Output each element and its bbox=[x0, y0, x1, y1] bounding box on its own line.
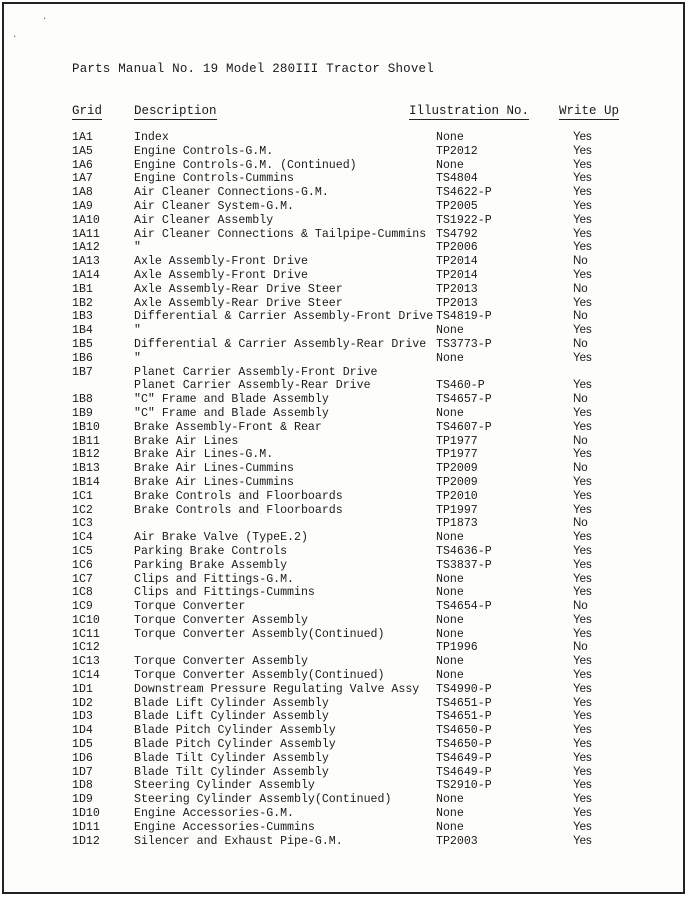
illustration-cell: TP2003 bbox=[436, 834, 478, 848]
write-up-cell: Yes bbox=[573, 807, 592, 820]
grid-cell: 1B14 bbox=[72, 475, 100, 489]
write-up-cell: Yes bbox=[573, 751, 592, 764]
illustration-cell: TP1873 bbox=[436, 517, 478, 531]
illustration-cell: None bbox=[436, 807, 464, 821]
table-row bbox=[4, 421, 685, 435]
table-row bbox=[4, 835, 685, 849]
grid-cell: 1D2 bbox=[72, 696, 93, 710]
table-row bbox=[4, 531, 685, 545]
write-up-cell: Yes bbox=[573, 724, 592, 737]
table-row bbox=[4, 545, 685, 559]
grid-cell: 1B4 bbox=[72, 324, 93, 338]
write-up-cell: Yes bbox=[573, 627, 592, 640]
illustration-cell: TS2910-P bbox=[436, 779, 492, 793]
description-cell: Steering Cylinder Assembly(Continued) bbox=[134, 793, 392, 807]
table-row bbox=[4, 214, 685, 228]
grid-cell: 1A10 bbox=[72, 213, 100, 227]
write-up-cell: Yes bbox=[573, 489, 592, 502]
write-up-cell: Yes bbox=[573, 406, 592, 419]
write-up-cell: No bbox=[573, 282, 588, 295]
illustration-cell: TP1996 bbox=[436, 641, 478, 655]
write-up-cell: No bbox=[573, 337, 588, 350]
grid-cell: 1B12 bbox=[72, 448, 100, 462]
write-up-cell: Yes bbox=[573, 820, 592, 833]
write-up-cell: Yes bbox=[573, 324, 592, 337]
write-up-cell: No bbox=[573, 393, 588, 406]
grid-cell: 1B6 bbox=[72, 351, 93, 365]
table-row bbox=[4, 641, 685, 655]
table-row bbox=[4, 186, 685, 200]
description-cell: Parking Brake Controls bbox=[134, 544, 288, 558]
grid-cell: 1B10 bbox=[72, 420, 100, 434]
illustration-cell: TS4636-P bbox=[436, 544, 492, 558]
write-up-cell: Yes bbox=[573, 696, 592, 709]
illustration-cell: TP2014 bbox=[436, 255, 478, 269]
table-row bbox=[4, 476, 685, 490]
description-cell: Blade Pitch Cylinder Assembly bbox=[134, 738, 336, 752]
grid-cell: 1A6 bbox=[72, 158, 93, 172]
write-up-cell: Yes bbox=[573, 241, 592, 254]
grid-cell: 1B13 bbox=[72, 462, 100, 476]
table-row bbox=[4, 283, 685, 297]
grid-cell: 1D11 bbox=[72, 820, 100, 834]
grid-cell: 1A8 bbox=[72, 186, 93, 200]
description-cell: Blade Tilt Cylinder Assembly bbox=[134, 751, 329, 765]
illustration-cell: TS4650-P bbox=[436, 724, 492, 738]
table-row bbox=[4, 172, 685, 186]
illustration-cell: TS4649-P bbox=[436, 751, 492, 765]
write-up-cell: Yes bbox=[573, 144, 592, 157]
description-cell: Differential & Carrier Assembly-Front Drive bbox=[134, 310, 434, 324]
illustration-cell: None bbox=[436, 793, 464, 807]
illustration-cell: None bbox=[436, 406, 464, 420]
description-cell: Blade Tilt Cylinder Assembly bbox=[134, 765, 329, 779]
write-up-cell: No bbox=[573, 641, 588, 654]
write-up-cell: Yes bbox=[573, 199, 592, 212]
grid-cell: 1A14 bbox=[72, 268, 100, 282]
illustration-cell: TS4990-P bbox=[436, 682, 492, 696]
illustration-cell: TS4657-P bbox=[436, 393, 492, 407]
description-cell: "C" Frame and Blade Assembly bbox=[134, 393, 329, 407]
table-row bbox=[4, 352, 685, 366]
write-up-cell: Yes bbox=[573, 448, 592, 461]
illustration-cell: TS4804 bbox=[436, 172, 478, 186]
write-up-cell: Yes bbox=[573, 655, 592, 668]
write-up-cell: Yes bbox=[573, 379, 592, 392]
table-row bbox=[4, 752, 685, 766]
write-up-cell: No bbox=[573, 310, 588, 323]
illustration-cell: None bbox=[436, 531, 464, 545]
grid-cell: 1D5 bbox=[72, 738, 93, 752]
grid-cell: 1A7 bbox=[72, 172, 93, 186]
grid-cell: 1A12 bbox=[72, 241, 100, 255]
table-row bbox=[4, 766, 685, 780]
table-row bbox=[4, 655, 685, 669]
write-up-cell: Yes bbox=[573, 710, 592, 723]
illustration-cell: TS1922-P bbox=[436, 213, 492, 227]
grid-cell: 1A13 bbox=[72, 255, 100, 269]
table-row bbox=[4, 228, 685, 242]
write-up-cell: Yes bbox=[573, 351, 592, 364]
description-cell: Torque Converter Assembly(Continued) bbox=[134, 627, 385, 641]
header-grid: Grid bbox=[72, 104, 103, 118]
grid-cell: 1B5 bbox=[72, 337, 93, 351]
write-up-cell: No bbox=[573, 434, 588, 447]
table-row bbox=[4, 490, 685, 504]
table-row bbox=[4, 338, 685, 352]
write-up-cell: Yes bbox=[573, 158, 592, 171]
description-cell: Engine Controls-Cummins bbox=[134, 172, 295, 186]
grid-cell: 1D8 bbox=[72, 779, 93, 793]
illustration-cell: None bbox=[436, 613, 464, 627]
write-up-cell: No bbox=[573, 600, 588, 613]
grid-cell: 1C4 bbox=[72, 531, 93, 545]
grid-cell: 1B1 bbox=[72, 282, 93, 296]
illustration-cell: TS4819-P bbox=[436, 310, 492, 324]
grid-cell: 1B3 bbox=[72, 310, 93, 324]
description-cell: Axle Assembly-Front Drive bbox=[134, 268, 308, 282]
write-up-cell: Yes bbox=[573, 172, 592, 185]
illustration-cell: None bbox=[436, 158, 464, 172]
description-cell: Silencer and Exhaust Pipe-G.M. bbox=[134, 834, 343, 848]
description-cell: Air Cleaner Connections & Tailpipe-Cummins bbox=[134, 227, 427, 241]
description-cell: Brake Air Lines-Cummins bbox=[134, 462, 295, 476]
header-illustration: Illustration No. bbox=[409, 104, 530, 118]
grid-cell: 1C6 bbox=[72, 558, 93, 572]
table-row bbox=[4, 448, 685, 462]
description-cell: Axle Assembly-Front Drive bbox=[134, 255, 308, 269]
table-row bbox=[4, 779, 685, 793]
grid-cell: 1D12 bbox=[72, 834, 100, 848]
illustration-cell: TP2009 bbox=[436, 462, 478, 476]
illustration-cell: TP2013 bbox=[436, 282, 478, 296]
description-cell: Brake Assembly-Front & Rear bbox=[134, 420, 322, 434]
table-row bbox=[4, 600, 685, 614]
grid-cell: 1B11 bbox=[72, 434, 100, 448]
description-cell: Axle Assembly-Rear Drive Steer bbox=[134, 282, 343, 296]
table-row bbox=[4, 145, 685, 159]
table-row bbox=[4, 669, 685, 683]
write-up-cell: Yes bbox=[573, 227, 592, 240]
grid-cell: 1D3 bbox=[72, 710, 93, 724]
grid-cell: 1D1 bbox=[72, 682, 93, 696]
table-row bbox=[4, 614, 685, 628]
description-cell: Brake Air Lines-G.M. bbox=[134, 448, 274, 462]
description-cell: " bbox=[134, 241, 141, 255]
grid-cell: 1B8 bbox=[72, 393, 93, 407]
write-up-cell: Yes bbox=[573, 613, 592, 626]
grid-cell: 1A1 bbox=[72, 131, 93, 144]
table-row bbox=[4, 131, 685, 145]
grid-cell: 1A5 bbox=[72, 144, 93, 158]
illustration-cell: TP2010 bbox=[436, 489, 478, 503]
description-cell: Air Brake Valve (TypeE.2) bbox=[134, 531, 308, 545]
illustration-cell: TP2006 bbox=[436, 241, 478, 255]
grid-cell: 1C13 bbox=[72, 655, 100, 669]
description-cell: Brake Controls and Floorboards bbox=[134, 489, 343, 503]
document-page bbox=[2, 2, 685, 894]
illustration-cell: TP2014 bbox=[436, 268, 478, 282]
scan-speck: · bbox=[12, 32, 18, 42]
description-cell: Engine Accessories-G.M. bbox=[134, 807, 295, 821]
grid-cell: 1C7 bbox=[72, 572, 93, 586]
description-cell: Torque Converter Assembly bbox=[134, 613, 308, 627]
write-up-cell: Yes bbox=[573, 834, 592, 847]
write-up-cell: Yes bbox=[573, 682, 592, 695]
write-up-cell: Yes bbox=[573, 738, 592, 751]
table-row bbox=[4, 324, 685, 338]
illustration-cell: None bbox=[436, 655, 464, 669]
write-up-cell: Yes bbox=[573, 765, 592, 778]
description-cell: Planet Carrier Assembly-Front Drive bbox=[134, 365, 378, 379]
table-row bbox=[4, 517, 685, 531]
illustration-cell: TS4651-P bbox=[436, 710, 492, 724]
description-cell: Parking Brake Assembly bbox=[134, 558, 288, 572]
description-cell: Blade Lift Cylinder Assembly bbox=[134, 696, 329, 710]
table-row bbox=[4, 393, 685, 407]
table-row bbox=[4, 310, 685, 324]
illustration-cell: None bbox=[436, 351, 464, 365]
write-up-cell: Yes bbox=[573, 186, 592, 199]
description-cell: Planet Carrier Assembly-Rear Drive bbox=[134, 379, 371, 393]
table-row bbox=[4, 559, 685, 573]
illustration-cell: TS4654-P bbox=[436, 600, 492, 614]
description-cell: "C" Frame and Blade Assembly bbox=[134, 406, 329, 420]
illustration-cell: TS3837-P bbox=[436, 558, 492, 572]
write-up-cell: Yes bbox=[573, 793, 592, 806]
grid-cell: 1C9 bbox=[72, 600, 93, 614]
table-row bbox=[4, 269, 685, 283]
document-title: Parts Manual No. 19 Model 280III Tractor Shovel bbox=[72, 62, 434, 76]
write-up-cell: Yes bbox=[573, 558, 592, 571]
write-up-cell: Yes bbox=[573, 779, 592, 792]
illustration-cell: None bbox=[436, 572, 464, 586]
write-up-cell: Yes bbox=[573, 296, 592, 309]
grid-cell: 1C2 bbox=[72, 503, 93, 517]
description-cell: Torque Converter bbox=[134, 600, 246, 614]
grid-cell: 1B9 bbox=[72, 406, 93, 420]
grid-cell: 1C11 bbox=[72, 627, 100, 641]
table-row bbox=[4, 255, 685, 269]
description-cell: Air Cleaner Assembly bbox=[134, 213, 274, 227]
description-cell: Downstream Pressure Regulating Valve Assy bbox=[134, 682, 420, 696]
description-cell: Clips and Fittings-G.M. bbox=[134, 572, 295, 586]
write-up-cell: Yes bbox=[573, 503, 592, 516]
table-row bbox=[4, 200, 685, 214]
grid-cell: 1D6 bbox=[72, 751, 93, 765]
write-up-cell: Yes bbox=[573, 531, 592, 544]
description-cell: Differential & Carrier Assembly-Rear Drive bbox=[134, 337, 427, 351]
description-cell: " bbox=[134, 351, 141, 365]
scan-speck: · bbox=[42, 14, 48, 24]
description-cell: Blade Lift Cylinder Assembly bbox=[134, 710, 329, 724]
table-row bbox=[4, 821, 685, 835]
grid-cell: 1C8 bbox=[72, 586, 93, 600]
table-row bbox=[4, 366, 685, 380]
illustration-cell: TS3773-P bbox=[436, 337, 492, 351]
write-up-cell: No bbox=[573, 255, 588, 268]
description-cell: Steering Cylinder Assembly bbox=[134, 779, 315, 793]
table-row bbox=[4, 159, 685, 173]
description-cell: Air Cleaner Connections-G.M. bbox=[134, 186, 329, 200]
description-cell: Brake Air Lines-Cummins bbox=[134, 475, 295, 489]
table-row bbox=[4, 297, 685, 311]
illustration-cell: None bbox=[436, 820, 464, 834]
write-up-cell: Yes bbox=[573, 586, 592, 599]
write-up-cell: Yes bbox=[573, 420, 592, 433]
grid-cell: 1D7 bbox=[72, 765, 93, 779]
description-cell: Brake Controls and Floorboards bbox=[134, 503, 343, 517]
write-up-cell: No bbox=[573, 517, 588, 530]
description-cell: Torque Converter Assembly bbox=[134, 655, 308, 669]
illustration-cell: None bbox=[436, 627, 464, 641]
table-row bbox=[4, 683, 685, 697]
header-write-up: Write Up bbox=[559, 104, 620, 118]
description-cell: Index bbox=[134, 131, 169, 144]
description-cell: Engine Controls-G.M. bbox=[134, 144, 274, 158]
write-up-cell: Yes bbox=[573, 572, 592, 585]
grid-cell: 1D4 bbox=[72, 724, 93, 738]
table-row bbox=[4, 379, 685, 393]
grid-cell: 1D9 bbox=[72, 793, 93, 807]
table-row bbox=[4, 793, 685, 807]
illustration-cell: TS4651-P bbox=[436, 696, 492, 710]
table-row bbox=[4, 573, 685, 587]
grid-cell: 1B2 bbox=[72, 296, 93, 310]
table-row bbox=[4, 435, 685, 449]
illustration-cell: None bbox=[436, 586, 464, 600]
description-cell: " bbox=[134, 324, 141, 338]
grid-cell: 1C10 bbox=[72, 613, 100, 627]
illustration-cell: TP2005 bbox=[436, 199, 478, 213]
write-up-cell: Yes bbox=[573, 475, 592, 488]
description-cell: Brake Air Lines bbox=[134, 434, 239, 448]
grid-cell: 1C3 bbox=[72, 517, 93, 531]
illustration-cell: TP1977 bbox=[436, 448, 478, 462]
illustration-cell: TS4792 bbox=[436, 227, 478, 241]
grid-cell: 1C12 bbox=[72, 641, 100, 655]
table-row bbox=[4, 586, 685, 600]
description-cell: Axle Assembly-Rear Drive Steer bbox=[134, 296, 343, 310]
illustration-cell: TP2012 bbox=[436, 144, 478, 158]
parts-table bbox=[4, 131, 685, 848]
description-cell: Engine Controls-G.M. (Continued) bbox=[134, 158, 357, 172]
table-row bbox=[4, 504, 685, 518]
header-description: Description bbox=[134, 104, 217, 118]
illustration-cell: TS4650-P bbox=[436, 738, 492, 752]
description-cell: Clips and Fittings-Cummins bbox=[134, 586, 315, 600]
illustration-cell: TS4607-P bbox=[436, 420, 492, 434]
grid-cell: 1C14 bbox=[72, 669, 100, 683]
description-cell: Air Cleaner System-G.M. bbox=[134, 199, 295, 213]
table-row bbox=[4, 407, 685, 421]
illustration-cell: TS460-P bbox=[436, 379, 485, 393]
grid-cell: 1D10 bbox=[72, 807, 100, 821]
description-cell: Torque Converter Assembly(Continued) bbox=[134, 669, 385, 683]
illustration-cell: None bbox=[436, 131, 464, 144]
table-row bbox=[4, 807, 685, 821]
illustration-cell: TP1977 bbox=[436, 434, 478, 448]
illustration-cell: None bbox=[436, 324, 464, 338]
grid-cell: 1A11 bbox=[72, 227, 100, 241]
grid-cell: 1C5 bbox=[72, 544, 93, 558]
grid-cell: 1A9 bbox=[72, 199, 93, 213]
table-row bbox=[4, 697, 685, 711]
illustration-cell: TP2013 bbox=[436, 296, 478, 310]
illustration-cell: TP2009 bbox=[436, 475, 478, 489]
table-row bbox=[4, 628, 685, 642]
illustration-cell: TP1997 bbox=[436, 503, 478, 517]
write-up-cell: Yes bbox=[573, 131, 592, 143]
write-up-cell: Yes bbox=[573, 268, 592, 281]
illustration-cell: TS4622-P bbox=[436, 186, 492, 200]
table-row bbox=[4, 738, 685, 752]
illustration-cell: TS4649-P bbox=[436, 765, 492, 779]
illustration-cell: None bbox=[436, 669, 464, 683]
table-row bbox=[4, 462, 685, 476]
write-up-cell: Yes bbox=[573, 213, 592, 226]
write-up-cell: No bbox=[573, 462, 588, 475]
table-row bbox=[4, 710, 685, 724]
write-up-cell: Yes bbox=[573, 544, 592, 557]
description-cell: Engine Accessories-Cummins bbox=[134, 820, 315, 834]
table-row bbox=[4, 241, 685, 255]
grid-cell: 1B7 bbox=[72, 365, 93, 379]
grid-cell: 1C1 bbox=[72, 489, 93, 503]
table-row bbox=[4, 724, 685, 738]
description-cell: Blade Pitch Cylinder Assembly bbox=[134, 724, 336, 738]
write-up-cell: Yes bbox=[573, 669, 592, 682]
